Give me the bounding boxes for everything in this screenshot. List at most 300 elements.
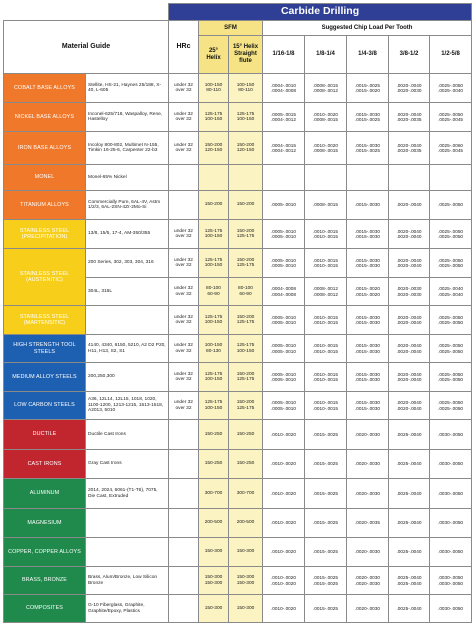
- chip-load-d2-cell: [305, 132, 347, 165]
- sfm-25-value: 60-90: [207, 291, 220, 297]
- chip-d2-value: .0010-.0015: [312, 234, 339, 239]
- sfm-15-cell: [229, 420, 263, 450]
- sfm-15-value: 150-250: [236, 431, 255, 437]
- chip-load-d5-cell: [430, 220, 472, 249]
- chip-load-d4-cell: [389, 363, 430, 392]
- grade-cell: 2014, 2024, 6061-(T1-T6), 7075, Die Cast, Extruded: [86, 479, 169, 509]
- sfm-15-value: 125-175: [236, 263, 255, 268]
- chip-load-d4-cell: [389, 220, 430, 249]
- sfm-25-value: 125-175: [204, 111, 223, 117]
- chip-load-d5-cell: [430, 538, 472, 567]
- header-sfm-15-helix: 15° Helix Straight flute: [229, 36, 263, 74]
- table-row: [4, 306, 472, 335]
- chip-load-d5-cell: [430, 278, 472, 306]
- chip-load-d2-cell: [305, 220, 347, 249]
- chip-load-d4-cell: [389, 165, 430, 191]
- grade-cell: Gray Cast Irons: [86, 450, 169, 479]
- sfm-15-value: 80-100: [238, 286, 253, 292]
- chip-d5-value: .0025-.0050: [438, 234, 464, 239]
- hrc-value: over 32: [175, 405, 192, 411]
- header-sfm: SFM: [199, 21, 263, 36]
- chip-load-d1-cell: [263, 306, 305, 335]
- chip-load-d1-cell: [263, 165, 305, 191]
- sfm-25-cell: [199, 538, 229, 567]
- chip-d2-value: .0008-.0015: [312, 202, 339, 208]
- chip-d3-value: .0015-.0030: [354, 234, 381, 239]
- sfm-25-cell: [199, 103, 229, 132]
- chip-load-d2-cell: [305, 420, 347, 450]
- chip-d3-value: .0015-.0030: [354, 400, 381, 406]
- hrc-cell: [169, 595, 199, 623]
- hrc-value: under 32: [174, 314, 193, 320]
- chip-d2-value: .0015-.0025: [312, 431, 339, 437]
- sfm-15-cell: [229, 220, 263, 249]
- sfm-25-cell: [199, 509, 229, 538]
- chip-d3-value: .0015-.0020: [354, 88, 381, 93]
- sfm-15-cell: [229, 509, 263, 538]
- sfm-25-value: 200-500: [204, 520, 223, 526]
- chip-load-d3-cell: [347, 479, 389, 509]
- chip-load-d1-cell: [263, 74, 305, 103]
- chip-d5-value: .0025-.0050: [438, 348, 464, 354]
- chip-load-d2-cell: [305, 103, 347, 132]
- sfm-15-cell: [229, 165, 263, 191]
- sfm-15-value: 150-300: [236, 549, 255, 555]
- chip-d4-value: .0020-.0035: [396, 148, 422, 153]
- hrc-value: under 32: [174, 257, 193, 263]
- chip-load-d5-cell: [430, 392, 472, 420]
- chip-d4-value: .0025-.0040: [396, 490, 422, 496]
- hrc-value: under 32: [174, 400, 193, 406]
- chip-load-d3-cell: [347, 363, 389, 392]
- chip-d3-value: .0020-.0030: [354, 575, 381, 581]
- table-row: [4, 220, 472, 249]
- chip-d5-value: .0025-.0040: [438, 88, 464, 93]
- chip-load-d5-cell: [430, 165, 472, 191]
- hrc-value: over 32: [175, 234, 192, 239]
- chip-load-d4-cell: [389, 567, 430, 595]
- hrc-cell: [169, 420, 199, 450]
- sfm-15-value: 100-150: [236, 348, 255, 354]
- chip-d5-value: .0025-.0050: [438, 82, 464, 88]
- chip-d4-value: .0020-.0030: [396, 286, 422, 292]
- chip-load-d4-cell: [389, 191, 430, 220]
- chip-load-d2-cell: [305, 165, 347, 191]
- chip-d3-value: .0020-.0035: [354, 520, 381, 526]
- sfm-15-value: 150-200: [236, 314, 255, 320]
- grade-cell: Brass, Alum/Bronze, Low Silicon Bronze: [86, 567, 169, 595]
- hrc-value: over 32: [175, 117, 192, 122]
- chip-d1-value: .0004-.0008: [270, 88, 297, 93]
- sfm-25-value: 150-300: [204, 575, 223, 581]
- hrc-value: under 32: [174, 142, 193, 148]
- sfm-15-cell: [229, 74, 263, 103]
- hrc-cell: [169, 479, 199, 509]
- category-label: HIGH STRENGTH TOOL STEELS: [4, 335, 86, 363]
- sfm-25-value: 150-200: [204, 202, 223, 208]
- chip-d1-value: .0010-.0020: [270, 575, 297, 581]
- chip-d1-value: .0010-.0020: [270, 520, 297, 526]
- chip-d4-value: .0020-.0040: [396, 348, 422, 354]
- chip-load-d3-cell: [347, 509, 389, 538]
- chip-d1-value: .0010-.0020: [270, 461, 297, 467]
- sfm-15-value: 150-250: [236, 461, 255, 467]
- sfm-25-value: 300-700: [204, 490, 223, 496]
- chip-load-d4-cell: [389, 479, 430, 509]
- grade-cell: Stellite, HS-21, Haynes 25/188, X-40, L-605: [86, 74, 169, 103]
- chip-d2-value: .0010-.0015: [312, 314, 339, 320]
- category-label: MONEL: [4, 165, 86, 191]
- chip-d1-value: .0010-.0020: [270, 549, 297, 555]
- chip-load-d4-cell: [389, 392, 430, 420]
- chip-d3-value: .0015-.0020: [354, 286, 381, 292]
- chip-d1-value: .0005-.0010: [270, 371, 297, 377]
- grade-cell: 200,250,300: [86, 363, 169, 392]
- chip-d5-value: .0030-.0050: [438, 490, 464, 496]
- chip-d2-value: .0010-.0015: [312, 228, 339, 234]
- sfm-15-cell: [229, 306, 263, 335]
- sfm-15-value: 125-175: [236, 234, 255, 239]
- chip-d5-value: .0030-.0050: [438, 549, 464, 555]
- hrc-value: under 32: [174, 111, 193, 117]
- category-label: STAINLESS STEEL (AUSTENITIC): [4, 249, 86, 306]
- chip-d3-value: .0015-.0025: [354, 148, 381, 153]
- category-label: LOW CARBON STEELS: [4, 392, 86, 420]
- chip-d5-value: .0025-.0050: [438, 202, 464, 208]
- chip-d1-value: .0010-.0020: [270, 431, 297, 437]
- table-row: [4, 103, 472, 132]
- sfm-25-value: 125-175: [204, 371, 223, 377]
- chip-d2-value: .0010-.0015: [312, 400, 339, 406]
- chip-load-d2-cell: [305, 479, 347, 509]
- chip-d1-value: .0005-.0010: [270, 400, 297, 406]
- chip-load-d5-cell: [430, 335, 472, 363]
- chip-load-d3-cell: [347, 103, 389, 132]
- sfm-15-value: 300-700: [236, 490, 255, 496]
- chip-d3-value: .0015-.0025: [354, 117, 381, 122]
- hrc-cell: [169, 249, 199, 278]
- sfm-15-value: 125-175: [236, 405, 255, 411]
- chip-d1-value: .0004-.0012: [270, 148, 297, 153]
- chip-load-d5-cell: [430, 479, 472, 509]
- sfm-15-cell: [229, 538, 263, 567]
- chip-load-d4-cell: [389, 306, 430, 335]
- category-label: NICKEL BASE ALLOYS: [4, 103, 86, 132]
- carbide-drilling-table: [3, 3, 472, 623]
- header-dia-3: 1/4-3/8: [347, 36, 389, 74]
- sfm-15-cell: [229, 567, 263, 595]
- grade-cell: [86, 509, 169, 538]
- category-label: TITANIUM ALLOYS: [4, 191, 86, 220]
- chip-d3-value: .0015-.0030: [354, 405, 381, 411]
- sfm-15-value: 150-200: [236, 142, 255, 148]
- hrc-cell: [169, 165, 199, 191]
- category-label: IRON BASE ALLOYS: [4, 132, 86, 165]
- chip-d5-value: .0025-.0050: [438, 314, 464, 320]
- chip-d2-value: .0008-.0012: [312, 291, 339, 297]
- chip-d4-value: .0025-.0040: [396, 580, 422, 586]
- grade-cell: Commercially Pure, 6AL-4V, Astm 1/2/3, 6AL-2SN-4Zr-2Mo-Si: [86, 191, 169, 220]
- sfm-15-cell: [229, 595, 263, 623]
- chip-load-d3-cell: [347, 249, 389, 278]
- sfm-15-cell: [229, 249, 263, 278]
- sfm-15-value: 150-200: [236, 400, 255, 406]
- sfm-15-cell: [229, 132, 263, 165]
- chip-d4-value: .0020-.0040: [396, 371, 422, 377]
- category-label: COBALT BASE ALLOYS: [4, 74, 86, 103]
- chip-d3-value: .0015-.0030: [354, 257, 381, 263]
- chip-load-d2-cell: [305, 567, 347, 595]
- sfm-25-value: 150-250: [204, 431, 223, 437]
- sfm-25-value: 125-175: [204, 400, 223, 406]
- grade-cell: G-10 Fiberglass, Graphite, Graphite/Epoxy, Plastics: [86, 595, 169, 623]
- header-dia-5: 1/2-5/8: [430, 36, 472, 74]
- sfm-15-value: 150-200: [236, 257, 255, 263]
- chip-d5-value: .0025-.0045: [438, 117, 464, 122]
- hrc-cell: [169, 392, 199, 420]
- chip-load-d5-cell: [430, 420, 472, 450]
- sfm-25-cell: [199, 595, 229, 623]
- chip-d2-value: .0015-.0025: [312, 580, 339, 586]
- chip-load-d1-cell: [263, 420, 305, 450]
- chip-d2-value: .0015-.0025: [312, 490, 339, 496]
- hrc-value: over 32: [175, 88, 192, 93]
- hrc-value: under 32: [174, 228, 193, 234]
- hrc-value: over 32: [175, 291, 192, 297]
- chip-load-d1-cell: [263, 479, 305, 509]
- chip-d3-value: .0015-.0030: [354, 348, 381, 354]
- sfm-25-cell: [199, 220, 229, 249]
- chip-d5-value: .0025-.0050: [438, 377, 464, 382]
- hrc-value: over 32: [175, 348, 192, 354]
- chip-d2-value: .0015-.0025: [312, 461, 339, 467]
- sfm-15-value: 125-175: [236, 343, 255, 349]
- header-hrc: HRc: [169, 21, 199, 74]
- chip-d5-value: .0025-.0050: [438, 400, 464, 406]
- chip-d1-value: .0005-.0010: [270, 405, 297, 411]
- chip-d5-value: .0030-.0050: [438, 580, 464, 586]
- hrc-value: under 32: [174, 82, 193, 88]
- chip-load-d2-cell: [305, 74, 347, 103]
- chip-d4-value: .0020-.0040: [396, 234, 422, 239]
- header-dia-4: 3/8-1/2: [389, 36, 430, 74]
- sfm-15-value: 120-150: [236, 148, 255, 153]
- table-row: [4, 335, 472, 363]
- sfm-25-cell: [199, 165, 229, 191]
- chip-d4-value: .0020-.0040: [396, 343, 422, 349]
- sfm-15-cell: [229, 363, 263, 392]
- chip-d5-value: .0025-.0050: [438, 320, 464, 325]
- chip-d5-value: .0025-.0040: [438, 286, 464, 292]
- chip-d3-value: .0020-.0030: [354, 580, 381, 586]
- chip-load-d3-cell: [347, 450, 389, 479]
- sfm-25-value: 80-110: [206, 88, 221, 93]
- sfm-25-cell: [199, 74, 229, 103]
- sfm-15-cell: [229, 278, 263, 306]
- chip-d1-value: .0005-.0010: [270, 348, 297, 354]
- chip-d2-value: .0008-.0015: [312, 117, 339, 122]
- sfm-15-cell: [229, 392, 263, 420]
- sfm-15-value: 150-200: [236, 202, 255, 208]
- sfm-15-value: 80-110: [238, 88, 253, 93]
- chip-d1-value: .0005-.0010: [270, 314, 297, 320]
- header-chip-load: Suggested Chip Load Per Tooth: [263, 21, 472, 36]
- sfm-25-cell: [199, 479, 229, 509]
- hrc-value: over 32: [175, 377, 192, 382]
- sfm-25-value: 100-150: [204, 263, 223, 268]
- chip-d1-value: .0005-.0010: [270, 202, 297, 208]
- sfm-15-cell: [229, 450, 263, 479]
- chip-load-d3-cell: [347, 392, 389, 420]
- chip-load-d5-cell: [430, 191, 472, 220]
- hrc-cell: [169, 509, 199, 538]
- chip-load-d2-cell: [305, 278, 347, 306]
- chip-load-d1-cell: [263, 103, 305, 132]
- chip-d5-value: .0025-.0040: [438, 291, 464, 297]
- chip-d2-value: .0010-.0020: [312, 142, 339, 148]
- table-body: [4, 74, 472, 623]
- chip-load-d3-cell: [347, 165, 389, 191]
- category-label: BRASS, BRONZE: [4, 567, 86, 595]
- chip-d1-value: .0005-.0010: [270, 320, 297, 325]
- chip-d4-value: .0020-.0040: [396, 142, 422, 148]
- hrc-cell: [169, 306, 199, 335]
- chip-load-d1-cell: [263, 595, 305, 623]
- chip-load-d5-cell: [430, 74, 472, 103]
- chip-load-d3-cell: [347, 538, 389, 567]
- category-label: MAGNESIUM: [4, 509, 86, 538]
- chip-d2-value: .0010-.0015: [312, 371, 339, 377]
- table-row: [4, 74, 472, 103]
- chip-load-d4-cell: [389, 450, 430, 479]
- grade-cell: 304L, 316L: [86, 278, 169, 306]
- sfm-25-value: 80-130: [206, 348, 221, 354]
- chip-load-d2-cell: [305, 191, 347, 220]
- category-label: CAST IRONS: [4, 450, 86, 479]
- chip-load-d3-cell: [347, 567, 389, 595]
- table-row: [4, 392, 472, 420]
- chip-load-d1-cell: [263, 132, 305, 165]
- chip-d4-value: .0020-.0030: [396, 88, 422, 93]
- chip-load-d2-cell: [305, 392, 347, 420]
- chip-d2-value: .0015-.0025: [312, 549, 339, 555]
- table-row: [4, 132, 472, 165]
- grade-cell: 13/8, 15/5, 17-4, AM-350/355: [86, 220, 169, 249]
- chip-load-d4-cell: [389, 335, 430, 363]
- chip-d4-value: .0020-.0040: [396, 257, 422, 263]
- hrc-cell: [169, 450, 199, 479]
- sfm-15-value: 60-90: [239, 291, 252, 297]
- sfm-25-value: 100-150: [204, 82, 223, 88]
- chip-load-d3-cell: [347, 306, 389, 335]
- table-title: Carbide Drilling: [169, 4, 472, 21]
- chip-d3-value: .0015-.0030: [354, 320, 381, 325]
- sfm-25-value: 125-175: [204, 314, 223, 320]
- chip-load-d5-cell: [430, 450, 472, 479]
- chip-d2-value: .0008-.0012: [312, 88, 339, 93]
- table-row: [4, 595, 472, 623]
- chip-d1-value: .0005-.0010: [270, 257, 297, 263]
- category-label: ALUMINUM: [4, 479, 86, 509]
- hrc-value: under 32: [174, 371, 193, 377]
- chip-d4-value: .0025-.0040: [396, 549, 422, 555]
- table-row: [4, 249, 472, 278]
- chip-load-d4-cell: [389, 249, 430, 278]
- chip-load-d2-cell: [305, 363, 347, 392]
- sfm-25-cell: [199, 420, 229, 450]
- hrc-cell: [169, 103, 199, 132]
- chip-d3-value: .0020-.0030: [354, 549, 381, 555]
- chip-d3-value: .0020-.0030: [354, 490, 381, 496]
- chip-d3-value: .0015-.0030: [354, 228, 381, 234]
- sfm-15-value: 125-175: [236, 320, 255, 325]
- chip-d5-value: .0025-.0050: [438, 228, 464, 234]
- chip-d5-value: .0025-.0050: [438, 405, 464, 411]
- chip-load-d2-cell: [305, 335, 347, 363]
- sfm-25-value: 150-300: [204, 549, 223, 555]
- chip-d2-value: .0010-.0015: [312, 263, 339, 268]
- chip-load-d1-cell: [263, 363, 305, 392]
- chip-load-d3-cell: [347, 74, 389, 103]
- chip-d1-value: .0004-.0015: [270, 142, 297, 148]
- chip-d1-value: .0005-.0015: [270, 111, 297, 117]
- grade-cell: Ductile Cast Irons: [86, 420, 169, 450]
- sfm-15-value: 100-150: [236, 117, 255, 122]
- hrc-cell: [169, 567, 199, 595]
- chip-load-d2-cell: [305, 509, 347, 538]
- chip-d2-value: .0008-.0015: [312, 82, 339, 88]
- chip-d1-value: .0010-.0020: [270, 605, 297, 611]
- sfm-25-cell: [199, 306, 229, 335]
- chip-d2-value: .0010-.0015: [312, 405, 339, 411]
- sfm-15-value: 150-200: [236, 228, 255, 234]
- chip-load-d5-cell: [430, 132, 472, 165]
- chip-d5-value: .0025-.0050: [438, 371, 464, 377]
- chip-d3-value: .0015-.0030: [354, 343, 381, 349]
- sfm-25-cell: [199, 450, 229, 479]
- chip-load-d3-cell: [347, 335, 389, 363]
- chip-d1-value: .0004-.0010: [270, 82, 297, 88]
- sfm-25-cell: [199, 392, 229, 420]
- chip-load-d2-cell: [305, 595, 347, 623]
- chip-d3-value: .0015-.0030: [354, 202, 381, 208]
- chip-d3-value: .0020-.0030: [354, 431, 381, 437]
- chip-load-d1-cell: [263, 220, 305, 249]
- chip-d1-value: .0005-.0010: [270, 263, 297, 268]
- chip-load-d3-cell: [347, 420, 389, 450]
- chip-d5-value: .0025-.0050: [438, 263, 464, 268]
- grade-cell: [86, 538, 169, 567]
- chip-d5-value: .0025-.0050: [438, 111, 464, 117]
- chip-d3-value: .0015-.0020: [354, 291, 381, 297]
- sfm-15-value: 150-300: [236, 580, 255, 586]
- chip-load-d3-cell: [347, 278, 389, 306]
- hrc-cell: [169, 132, 199, 165]
- chip-load-d3-cell: [347, 132, 389, 165]
- category-label: STAINLESS STEEL (MARTENSITIC): [4, 306, 86, 335]
- chip-load-d4-cell: [389, 132, 430, 165]
- sfm-25-value: 150-300: [204, 605, 223, 611]
- sfm-15-value: 150-300: [236, 575, 255, 581]
- chip-d5-value: .0025-.0050: [438, 343, 464, 349]
- chip-load-d3-cell: [347, 191, 389, 220]
- header-sfm-25-helix: 25° Helix: [199, 36, 229, 74]
- sfm-25-value: 100-150: [204, 343, 223, 349]
- chip-d4-value: .0020-.0040: [396, 263, 422, 268]
- sfm-15-value: 200-500: [236, 520, 255, 526]
- sfm-15-cell: [229, 479, 263, 509]
- chip-d4-value: .0025-.0040: [396, 431, 422, 437]
